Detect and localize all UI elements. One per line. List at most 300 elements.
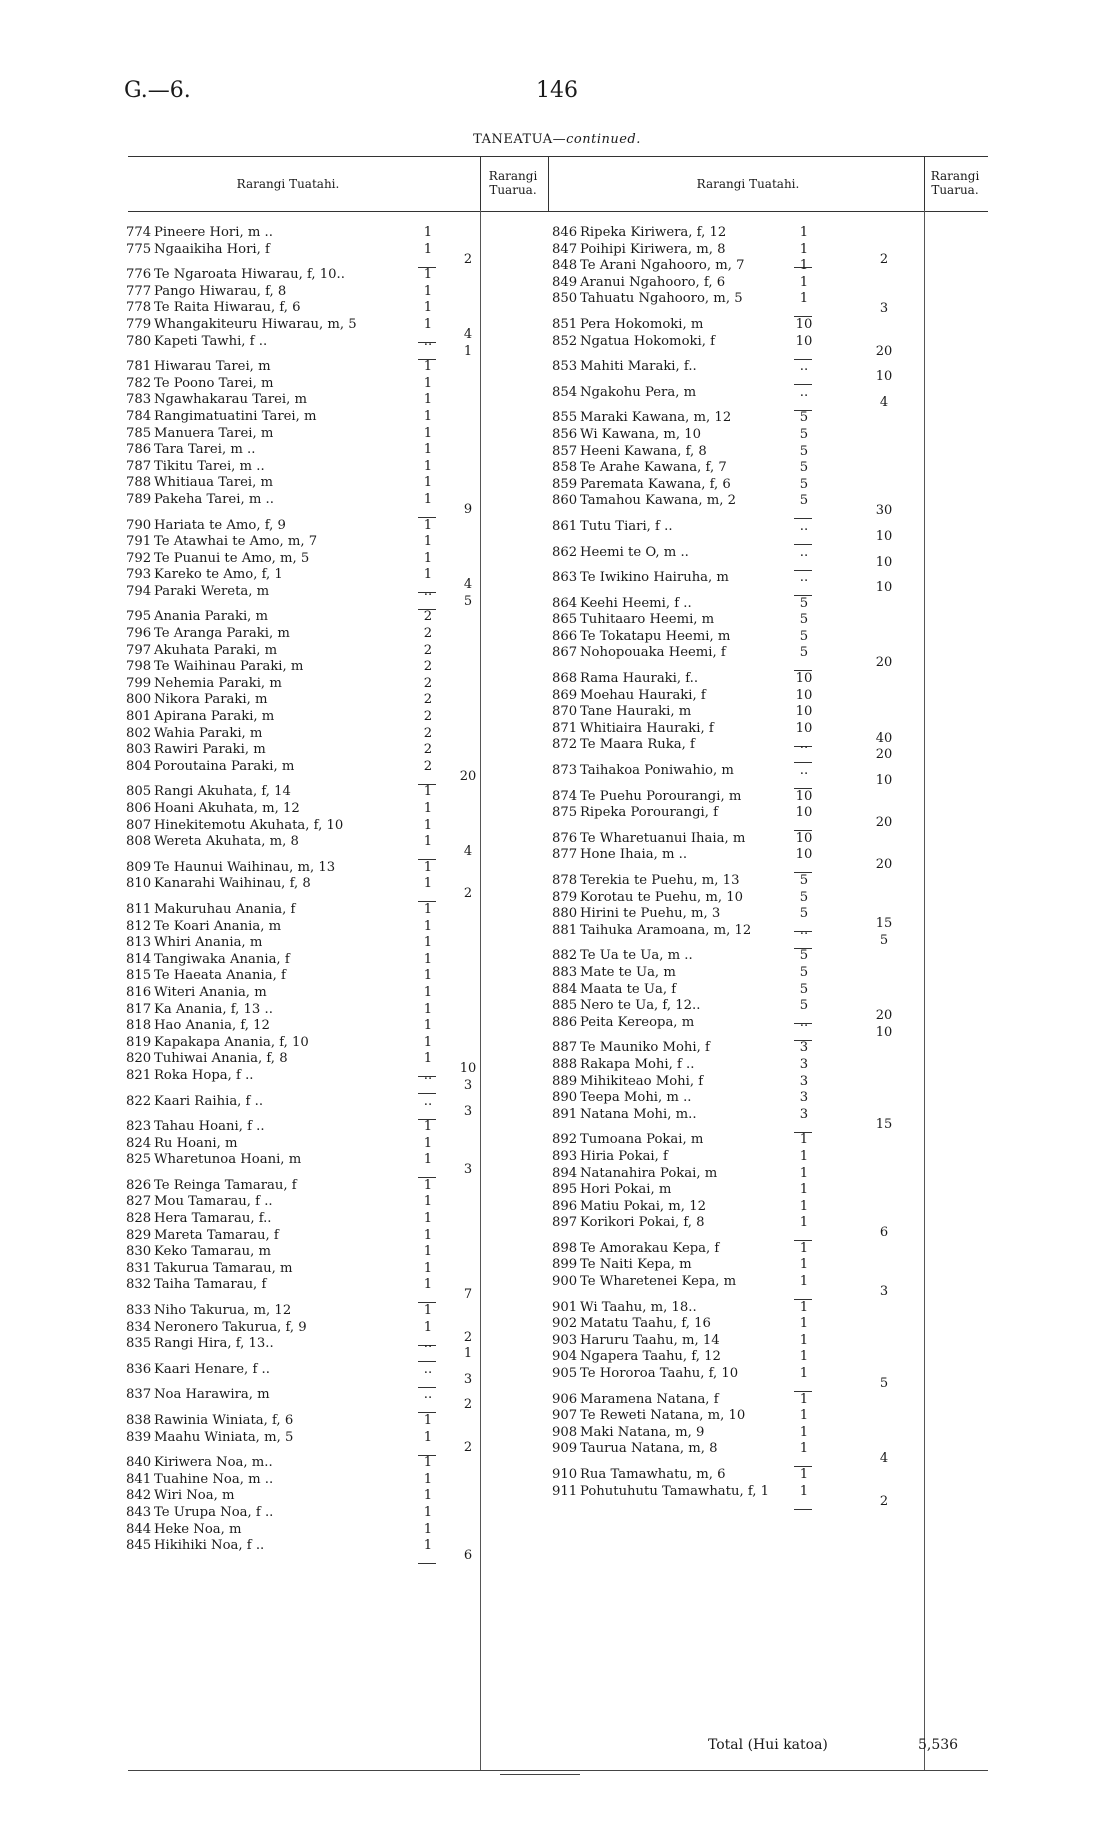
list-item bbox=[552, 1166, 982, 1183]
entry-name: Terekia te Puehu, m, 13 bbox=[580, 873, 740, 888]
list-item bbox=[552, 596, 982, 613]
entry-value: 1 bbox=[799, 1240, 809, 1256]
list-item bbox=[552, 1300, 982, 1317]
entry-number: 895 bbox=[552, 1182, 578, 1198]
entry-name: Hao Anania, f, 12 bbox=[154, 1018, 270, 1034]
entry-name: Manuera Tarei, m bbox=[154, 425, 274, 441]
subtotal-value: 10 bbox=[875, 369, 893, 385]
list-item bbox=[126, 952, 476, 969]
entry-value: 1 bbox=[799, 1215, 809, 1231]
entry-name: Noa Harawira, m bbox=[154, 1387, 270, 1403]
entry-number: 888 bbox=[552, 1056, 578, 1072]
entry-name: Nikora Paraki, m bbox=[154, 692, 268, 708]
list-item bbox=[126, 1002, 476, 1019]
entry-value: 5 bbox=[799, 628, 809, 644]
list-item bbox=[126, 626, 476, 643]
entry-name: Ngakohu Pera, m bbox=[580, 384, 697, 400]
subtotal-value: 5 bbox=[879, 1376, 889, 1392]
entry-value: 2 bbox=[423, 758, 433, 774]
entry-number: 872 bbox=[552, 737, 578, 753]
entry-number: 852 bbox=[552, 333, 578, 349]
entry-value: 1 bbox=[423, 1001, 433, 1017]
list-item bbox=[126, 935, 476, 952]
entry-value: 1 bbox=[423, 918, 433, 934]
entry-name: Paraki Wereta, m bbox=[154, 583, 270, 599]
entry-name: Matiu Pokai, m, 12 bbox=[580, 1198, 706, 1214]
entry-number: 782 bbox=[126, 375, 152, 391]
entry-name: Tahau Hoani, f .. bbox=[154, 1119, 265, 1135]
list-item bbox=[552, 317, 982, 334]
subtotal-value: 20 bbox=[459, 768, 477, 784]
entry-number: 893 bbox=[552, 1148, 578, 1164]
entry-name: Whiri Anania, m bbox=[154, 935, 263, 951]
entry-value: 1 bbox=[423, 1051, 433, 1067]
entry-number: 891 bbox=[552, 1106, 578, 1122]
entry-value: 2 bbox=[423, 725, 433, 741]
entry-name: Maraki Kawana, m, 12 bbox=[580, 410, 732, 426]
left-tuarua-header: Rarangi Tuarua. bbox=[488, 169, 538, 197]
section-ref: G.—6. bbox=[124, 78, 191, 103]
entry-number: 819 bbox=[126, 1034, 152, 1050]
entry-value: 1 bbox=[799, 1483, 809, 1499]
list-item bbox=[126, 1303, 476, 1320]
entry-value: .. bbox=[423, 1387, 433, 1403]
entry-name: Rakapa Mohi, f .. bbox=[580, 1056, 695, 1072]
entry-name: Te Iwikino Hairuha, m bbox=[580, 570, 729, 586]
entry-value: 1 bbox=[423, 241, 433, 257]
list-item bbox=[126, 1067, 476, 1093]
subtotal-value: 5 bbox=[463, 593, 473, 609]
entry-number: 793 bbox=[126, 567, 152, 583]
entry-value: 1 bbox=[423, 935, 433, 951]
entry-number: 866 bbox=[552, 628, 578, 644]
entry-number: 828 bbox=[126, 1211, 152, 1227]
entry-number: 903 bbox=[552, 1332, 578, 1348]
list-item bbox=[126, 1429, 476, 1455]
entry-name: Ngawhakarau Tarei, m bbox=[154, 392, 308, 408]
entry-name: Hoani Akuhata, m, 12 bbox=[154, 801, 300, 816]
entry-value: 1 bbox=[423, 534, 433, 550]
entry-value: 1 bbox=[423, 1413, 433, 1428]
entry-value: 1 bbox=[799, 1198, 809, 1214]
entry-number: 890 bbox=[552, 1090, 578, 1106]
list-item bbox=[552, 612, 982, 629]
entry-value: 1 bbox=[423, 425, 433, 441]
entry-value: 1 bbox=[799, 258, 809, 274]
list-item bbox=[126, 1505, 476, 1522]
entry-name: Te Naiti Kepa, m bbox=[580, 1257, 692, 1273]
entry-value: 1 bbox=[423, 1227, 433, 1243]
entry-name: Te Ngaroata Hiwarau, f, 10.. bbox=[154, 267, 345, 283]
entry-name: Hirini te Puehu, m, 3 bbox=[580, 906, 721, 922]
entry-number: 800 bbox=[126, 692, 152, 708]
entry-name: Tikitu Tarei, m .. bbox=[154, 458, 265, 474]
list-item bbox=[126, 801, 476, 818]
entry-number: 839 bbox=[126, 1429, 152, 1445]
entry-number: 909 bbox=[552, 1441, 578, 1457]
entry-name: Nehemia Paraki, m bbox=[154, 675, 282, 691]
entry-name: Anania Paraki, m bbox=[154, 609, 269, 625]
entry-name: Apirana Paraki, m bbox=[154, 709, 275, 725]
entry-number: 804 bbox=[126, 758, 152, 774]
list-item bbox=[552, 493, 982, 519]
list-item bbox=[126, 1336, 476, 1362]
subtotal-rule bbox=[418, 1555, 440, 1571]
list-item bbox=[126, 709, 476, 726]
list-item bbox=[552, 1132, 982, 1149]
entry-name: Ripeka Kiriwera, f, 12 bbox=[580, 225, 727, 240]
entry-name: Wi Taahu, m, 18.. bbox=[580, 1299, 697, 1315]
entry-name: Wharetunoa Hoani, m bbox=[154, 1152, 302, 1168]
entry-number: 867 bbox=[552, 645, 578, 661]
list-item bbox=[126, 818, 476, 835]
list-item bbox=[126, 692, 476, 709]
entry-name: Keko Tamarau, m bbox=[154, 1244, 271, 1260]
entry-name: Neronero Takurua, f, 9 bbox=[154, 1319, 307, 1335]
entry-number: 832 bbox=[126, 1277, 152, 1293]
list-item bbox=[126, 1277, 476, 1303]
entry-name: Natana Mohi, m.. bbox=[580, 1106, 697, 1122]
left-right-divider bbox=[480, 210, 481, 1770]
entry-name: Taiha Tamarau, f bbox=[154, 1277, 267, 1293]
entry-number: 908 bbox=[552, 1424, 578, 1440]
entry-number: 777 bbox=[126, 283, 152, 299]
entry-number: 906 bbox=[552, 1391, 578, 1407]
list-item bbox=[126, 1472, 476, 1489]
entry-number: 840 bbox=[126, 1455, 152, 1471]
entry-value: 1 bbox=[423, 1244, 433, 1260]
entry-value: 10 bbox=[795, 704, 813, 720]
subtotal-value: 2 bbox=[463, 886, 473, 902]
list-item bbox=[552, 1274, 982, 1300]
list-item bbox=[552, 444, 982, 461]
subtotal-value: 20 bbox=[875, 1008, 893, 1024]
subtotal-value: 20 bbox=[875, 343, 893, 359]
entry-value: 5 bbox=[799, 948, 809, 964]
list-item bbox=[126, 676, 476, 693]
list-item bbox=[552, 1257, 982, 1274]
list-item bbox=[126, 1018, 476, 1035]
list-item bbox=[126, 985, 476, 1002]
entry-value: 1 bbox=[799, 1441, 809, 1457]
entry-number: 823 bbox=[126, 1119, 152, 1135]
entry-value: 1 bbox=[423, 1260, 433, 1276]
left-list bbox=[126, 225, 477, 1564]
entry-value: 1 bbox=[423, 225, 433, 240]
list-item bbox=[552, 1425, 982, 1442]
subtotal-value: 3 bbox=[463, 1077, 473, 1093]
entry-name: Hone Ihaia, m .. bbox=[580, 847, 688, 863]
entry-number: 901 bbox=[552, 1299, 578, 1315]
entry-name: Te Hororoa Taahu, f, 10 bbox=[580, 1366, 739, 1382]
entry-value: 1 bbox=[423, 517, 433, 533]
entry-name: Aranui Ngahooro, f, 6 bbox=[580, 274, 726, 290]
entry-value: 2 bbox=[423, 609, 433, 625]
list-item bbox=[126, 1261, 476, 1278]
entry-number: 826 bbox=[126, 1177, 152, 1193]
entry-number: 892 bbox=[552, 1132, 578, 1148]
entry-number: 775 bbox=[126, 241, 152, 257]
subtotal-value: 10 bbox=[875, 773, 893, 789]
entry-name: Te Haeata Anania, f bbox=[154, 968, 286, 984]
entry-number: 785 bbox=[126, 425, 152, 441]
subtotal-value: 30 bbox=[875, 503, 893, 519]
entry-number: 857 bbox=[552, 443, 578, 459]
entry-value: 10 bbox=[795, 830, 813, 846]
list-item bbox=[552, 1441, 982, 1467]
entry-number: 884 bbox=[552, 981, 578, 997]
list-item bbox=[126, 659, 476, 676]
entry-name: Rangi Hira, f, 13.. bbox=[154, 1336, 274, 1352]
entry-name: Te Amorakau Kepa, f bbox=[580, 1240, 720, 1256]
entry-number: 798 bbox=[126, 659, 152, 675]
entry-value: 1 bbox=[423, 359, 433, 375]
entry-value: 1 bbox=[423, 442, 433, 458]
list-item bbox=[552, 1467, 982, 1484]
entry-value: 1 bbox=[799, 1316, 809, 1332]
entry-name: Nohopouaka Heemi, f bbox=[580, 645, 726, 661]
entry-value: 10 bbox=[795, 671, 813, 687]
entry-number: 875 bbox=[552, 805, 578, 821]
subtotal-value: 4 bbox=[463, 326, 473, 342]
list-item bbox=[552, 965, 982, 982]
entry-value: 5 bbox=[799, 906, 809, 922]
entry-name: Te Arani Ngahooro, m, 7 bbox=[580, 258, 745, 274]
entry-value: 1 bbox=[423, 1319, 433, 1335]
entry-value: 1 bbox=[423, 392, 433, 408]
entry-name: Hinekitemotu Akuhata, f, 10 bbox=[154, 817, 344, 833]
entry-number: 796 bbox=[126, 626, 152, 642]
entry-number: 820 bbox=[126, 1051, 152, 1067]
list-item bbox=[552, 225, 982, 242]
subtotal-value: 20 bbox=[875, 815, 893, 831]
entry-value: 10 bbox=[795, 847, 813, 863]
entry-number: 897 bbox=[552, 1215, 578, 1231]
entry-number: 779 bbox=[126, 316, 152, 332]
entry-number: 833 bbox=[126, 1303, 152, 1319]
entry-name: Ripeka Porourangi, f bbox=[580, 805, 719, 821]
entry-number: 803 bbox=[126, 742, 152, 758]
list-item bbox=[552, 570, 982, 596]
entry-number: 843 bbox=[126, 1504, 152, 1520]
list-item bbox=[126, 1152, 476, 1178]
bottom-rule bbox=[128, 1770, 988, 1771]
list-item bbox=[552, 704, 982, 721]
entry-value: 1 bbox=[423, 1455, 433, 1471]
entry-number: 864 bbox=[552, 595, 578, 611]
entry-number: 834 bbox=[126, 1319, 152, 1335]
right-name-header: Rarangi Tuatahi. bbox=[696, 177, 800, 191]
entry-number: 821 bbox=[126, 1067, 152, 1083]
subtotal-value: 15 bbox=[875, 1116, 893, 1132]
entry-number: 814 bbox=[126, 951, 152, 967]
subtotal-value: 20 bbox=[875, 857, 893, 873]
entry-value: 1 bbox=[799, 1366, 809, 1382]
entry-number: 774 bbox=[126, 225, 152, 240]
list-item bbox=[126, 1361, 476, 1387]
entry-value: .. bbox=[799, 384, 809, 400]
entry-name: Te Reweti Natana, m, 10 bbox=[580, 1408, 746, 1424]
subtotal-value: 6 bbox=[879, 1225, 889, 1241]
list-item bbox=[552, 831, 982, 848]
entry-value: 1 bbox=[423, 316, 433, 332]
entry-value: .. bbox=[799, 544, 809, 560]
entry-name: Tuhitaaro Heemi, m bbox=[580, 612, 715, 628]
entry-number: 868 bbox=[552, 671, 578, 687]
entry-number: 865 bbox=[552, 612, 578, 628]
entry-number: 849 bbox=[552, 274, 578, 290]
entry-value: 1 bbox=[799, 1408, 809, 1424]
list-item bbox=[126, 919, 476, 936]
list-item bbox=[552, 410, 982, 427]
entry-name: Taihuka Aramoana, m, 12 bbox=[580, 922, 752, 938]
entry-name: Kareko te Amo, f, 1 bbox=[154, 567, 283, 583]
entry-value: 2 bbox=[423, 709, 433, 725]
entry-name: Te Aranga Paraki, m bbox=[154, 626, 290, 642]
entry-value: 1 bbox=[423, 1135, 433, 1151]
entry-name: Te Poono Tarei, m bbox=[154, 375, 274, 391]
list-item bbox=[126, 1178, 476, 1195]
entry-number: 816 bbox=[126, 984, 152, 1000]
entry-name: Maramena Natana, f bbox=[580, 1391, 719, 1407]
entry-value: 5 bbox=[799, 645, 809, 661]
entry-number: 851 bbox=[552, 316, 578, 332]
list-item bbox=[126, 267, 476, 284]
list-item bbox=[552, 275, 982, 292]
list-item bbox=[126, 968, 476, 985]
entry-value: 1 bbox=[799, 274, 809, 290]
list-item bbox=[126, 284, 476, 301]
entry-value: .. bbox=[423, 333, 433, 349]
entry-name: Tuhiwai Anania, f, 8 bbox=[154, 1051, 288, 1067]
list-item bbox=[552, 1057, 982, 1074]
entry-number: 781 bbox=[126, 359, 152, 375]
list-item bbox=[552, 1090, 982, 1107]
entry-value: 3 bbox=[799, 1090, 809, 1106]
entry-number: 873 bbox=[552, 763, 578, 779]
subtotal-value: 40 bbox=[875, 730, 893, 746]
entry-name: Kapakapa Anania, f, 10 bbox=[154, 1034, 309, 1050]
subtotal-value: 20 bbox=[875, 747, 893, 763]
list-item bbox=[552, 518, 982, 544]
entry-number: 869 bbox=[552, 687, 578, 703]
entry-name: Maahu Winiata, m, 5 bbox=[154, 1429, 294, 1445]
list-item bbox=[126, 834, 476, 860]
subtotal-value: 10 bbox=[459, 1061, 477, 1077]
entry-name: Wereta Akuhata, m, 8 bbox=[154, 834, 299, 850]
page-header bbox=[0, 78, 1114, 118]
entry-name: Te Haunui Waihinau, m, 13 bbox=[154, 859, 336, 875]
entry-name: Hiwarau Tarei, m bbox=[154, 359, 271, 375]
entry-value: 1 bbox=[423, 1277, 433, 1293]
entry-value: .. bbox=[799, 1014, 809, 1030]
list-item bbox=[552, 291, 982, 317]
entry-name: Te Urupa Noa, f .. bbox=[154, 1504, 274, 1520]
entry-name: Pango Hiwarau, f, 8 bbox=[154, 283, 287, 299]
entry-value: 1 bbox=[423, 968, 433, 984]
entry-name: Whangakiteuru Hiwarau, m, 5 bbox=[154, 316, 357, 332]
entry-name: Maki Natana, m, 9 bbox=[580, 1424, 705, 1440]
entry-number: 898 bbox=[552, 1240, 578, 1256]
entry-number: 874 bbox=[552, 788, 578, 804]
entry-name: Mareta Tamarau, f bbox=[154, 1227, 279, 1243]
entry-name: Wahia Paraki, m bbox=[154, 725, 263, 741]
entry-number: 815 bbox=[126, 968, 152, 984]
list-item bbox=[126, 1194, 476, 1211]
entry-name: Hori Pokai, m bbox=[580, 1182, 672, 1198]
entry-value: 1 bbox=[423, 1152, 433, 1168]
entry-name: Ngaaikiha Hori, f bbox=[154, 241, 270, 257]
list-item bbox=[552, 890, 982, 907]
entry-number: 870 bbox=[552, 704, 578, 720]
entry-number: 854 bbox=[552, 384, 578, 400]
entry-value: 5 bbox=[799, 595, 809, 611]
entry-number: 889 bbox=[552, 1073, 578, 1089]
entry-value: 3 bbox=[799, 1106, 809, 1122]
entry-name: Te Maara Ruka, f bbox=[580, 737, 695, 753]
entry-value: 1 bbox=[799, 1165, 809, 1181]
subtotal-value: 4 bbox=[879, 1451, 889, 1467]
list-item bbox=[126, 534, 476, 551]
list-item bbox=[552, 629, 982, 646]
entry-name: Ngatua Hokomoki, f bbox=[580, 333, 715, 349]
entry-name: Te Puehu Porourangi, m bbox=[580, 788, 742, 804]
entry-number: 907 bbox=[552, 1408, 578, 1424]
entry-number: 794 bbox=[126, 583, 152, 599]
entry-name: Maata te Ua, f bbox=[580, 981, 677, 997]
entry-name: Hera Tamarau, f.. bbox=[154, 1211, 272, 1227]
entry-name: Te Raita Hiwarau, f, 6 bbox=[154, 300, 301, 316]
entry-name: Keehi Heemi, f .. bbox=[580, 595, 692, 611]
entry-number: 896 bbox=[552, 1198, 578, 1214]
entry-number: 900 bbox=[552, 1274, 578, 1290]
subtotal-value: 4 bbox=[463, 577, 473, 593]
list-item bbox=[552, 384, 982, 410]
list-item bbox=[552, 258, 982, 275]
entry-value: 1 bbox=[423, 876, 433, 892]
list-item bbox=[552, 1483, 982, 1509]
entry-number: 824 bbox=[126, 1135, 152, 1151]
entry-number: 847 bbox=[552, 241, 578, 257]
entry-value: 5 bbox=[799, 460, 809, 476]
entry-value: 1 bbox=[423, 1211, 433, 1227]
subtotal-value: 10 bbox=[875, 1024, 893, 1040]
entry-name: Korikori Pokai, f, 8 bbox=[580, 1215, 705, 1231]
entry-value: 1 bbox=[423, 408, 433, 424]
entry-number: 845 bbox=[126, 1538, 152, 1554]
subtotal-value: 5 bbox=[879, 932, 889, 948]
entry-value: 1 bbox=[423, 984, 433, 1000]
entry-number: 846 bbox=[552, 225, 578, 240]
entry-name: Akuhata Paraki, m bbox=[154, 642, 278, 658]
entry-name: Witeri Anania, m bbox=[154, 984, 267, 1000]
entry-value: 1 bbox=[423, 300, 433, 316]
entry-value: 10 bbox=[795, 720, 813, 736]
entry-value: 1 bbox=[799, 1349, 809, 1365]
entry-value: 5 bbox=[799, 493, 809, 509]
entry-number: 825 bbox=[126, 1152, 152, 1168]
entry-number: 797 bbox=[126, 642, 152, 658]
entry-value: 1 bbox=[423, 550, 433, 566]
list-item bbox=[126, 1387, 476, 1413]
entry-value: 1 bbox=[423, 1034, 433, 1050]
entry-value: .. bbox=[799, 518, 809, 534]
entry-value: 2 bbox=[423, 642, 433, 658]
entry-number: 812 bbox=[126, 918, 152, 934]
entry-name: Mihikiteao Mohi, f bbox=[580, 1073, 704, 1089]
entry-number: 842 bbox=[126, 1488, 152, 1504]
list-item bbox=[126, 583, 476, 609]
